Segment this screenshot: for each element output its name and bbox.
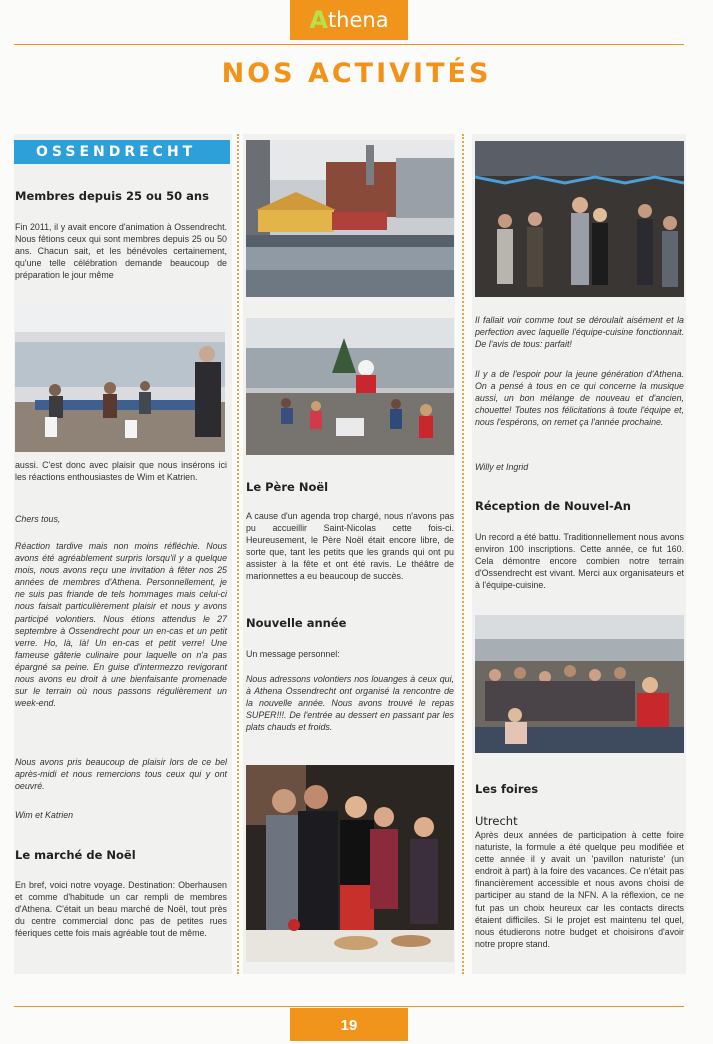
- praise-text: Il fallait voir comme tout se déroulait aisément et la perfection avec laquelle l'équipe-cuisine fonctionnait. De l'avis de tous: parfait!: [475, 315, 684, 350]
- kitchen-team-photo: [246, 765, 454, 962]
- reception-crowd-photo: [475, 615, 684, 753]
- christmas-market-text: En bref, voici notre voyage. Destination: Oberhausen et comme d'habitude un car rempli de membres d'Athena. C'était un beau marché de Noël, tout près du centre commercial donc pas de petites rues féeriques cette fois mais agréable tout de même.: [15, 880, 227, 939]
- brand-name: thena: [327, 8, 389, 32]
- dancing-photo: [475, 141, 684, 297]
- christmas-market-photo: [246, 140, 454, 297]
- fairs-heading: Les foires: [475, 782, 539, 796]
- members-heading: Membres depuis 25 ou 50 ans: [15, 189, 209, 203]
- brand-tab: [290, 0, 408, 40]
- column-divider-2: [462, 134, 464, 974]
- fairs-subheading: Utrecht: [475, 814, 518, 828]
- brand-initial: A: [309, 6, 328, 34]
- members-continued: aussi. C'est donc avec plaisir que nous insérons ici les réactions enthousiastes de Wim et Katrien.: [15, 460, 227, 483]
- santa-text: A cause d'un agenda trop chargé, nous n'avons pas pu accueillir Saint-Nicolas cette fois-ci. Heureusement, le Père Noël était encore libre, de sorte que, tant les petits que les grands qui ont pu assister à la fête et ont été ravis. Le théâtre de marionnettes a eu beaucoup de succès.: [246, 511, 454, 582]
- reception-text: Un record a été battu. Traditionnellement nous avons environ 100 inscriptions. Cette année, ce fut 160. Cela démontre encore combien notre terrain d'Ossendrecht est vivant. Merci aux organisateurs et à l'équipe-cuisine.: [475, 532, 684, 591]
- praise-signature: Willy et Ingrid: [475, 462, 529, 472]
- santa-heading: Le Père Noël: [246, 480, 329, 494]
- reception-heading: Réception de Nouvel-An: [475, 499, 631, 513]
- column-divider-1: [237, 134, 239, 974]
- fairs-text: Après deux années de participation à cette foire naturiste, la formule a été quelque peu modifiée et cette année il y avait un 'pavillon naturiste' (un endroit à part) à la foire des vacances. Ce n'était pas financièrement accessible et nous avons choisi de participer au stand de la NFN. A la réflexion, ce ne fut pas un choix heureux car les contacts directs étaient difficiles. Si le projet est maintenu tel quel, nous étudierons notre budget et choisirons d'avoir notre propre stand.: [475, 830, 684, 949]
- new-year-message: Nous adressons volontiers nos louanges à ceux qui, à Athena Ossendrecht ont organisé la rencontre de la nouvelle année. Nous avons trouvé le repas SUPER!!!. De l'entrée au dessert en passant par les plats chauds et froids.: [246, 674, 454, 733]
- page-number: 19: [290, 1008, 408, 1041]
- letter-thanks: Nous avons pris beaucoup de plaisir lors de ce bel après-midi et nous remercions tous ceux qui y ont oeuvré.: [15, 757, 227, 792]
- letter-greeting: Chers tous,: [15, 514, 61, 524]
- santa-party-photo: [246, 318, 454, 455]
- new-year-heading: Nouvelle année: [246, 616, 347, 630]
- members-intro: Fin 2011, il y avait encore d'animation à Ossendrecht. Nous fêtions ceux qui sont membres depuis 25 ou 50 ans. Chacun sait, et les bénévoles certainement, qu'une telle célébration demande beaucoup de préparation le jour même: [15, 222, 227, 281]
- letter-signature: Wim et Katrien: [15, 810, 74, 820]
- new-year-intro: Un message personnel:: [246, 649, 340, 659]
- page-title: NOS ACTIVITÉS: [221, 58, 492, 89]
- members-party-photo: [15, 302, 225, 452]
- section-banner: OSSENDRECHT: [14, 140, 230, 164]
- letter-body: Réaction tardive mais non moins réfléchie. Nous avons été agréablement surpris lorsqu'il y a quelque mois, nous avons reçu une invitation à fêter nos 25 années de membres d'Athena. Personnellement, je ne suis pas friande de tels hommages mais celui-ci nous faisait particulièrement plaisir et nous y avons participé volontiers. Nous étions attendus le 27 septembre à Ossendrecht pour un en-cas et un petit verre. Ho, là, là! Un en-cas et petit verre! Une fameuse gâterie culinaire pour laquelle on n'a pas épargné sa peine. En guise d'intermezzo revigorant nous avons eu droit à une bienfaisante promenade sur le terrain où nous passons régulièrement un week-end.: [15, 541, 227, 709]
- header-rule: [14, 44, 684, 45]
- hope-text: Il y a de l'espoir pour la jeune génération d'Athena. On a pensé à tous en ce qui concerne la musique aussi, un bon mélange de nouveau et d'ancien, chouette! Toutes nos félicitations à toute l'équipe et, nous l'espérons, on remet ça l'année prochaine.: [475, 369, 684, 428]
- footer-rule: [14, 1006, 684, 1007]
- christmas-market-heading: Le marché de Noël: [15, 848, 136, 862]
